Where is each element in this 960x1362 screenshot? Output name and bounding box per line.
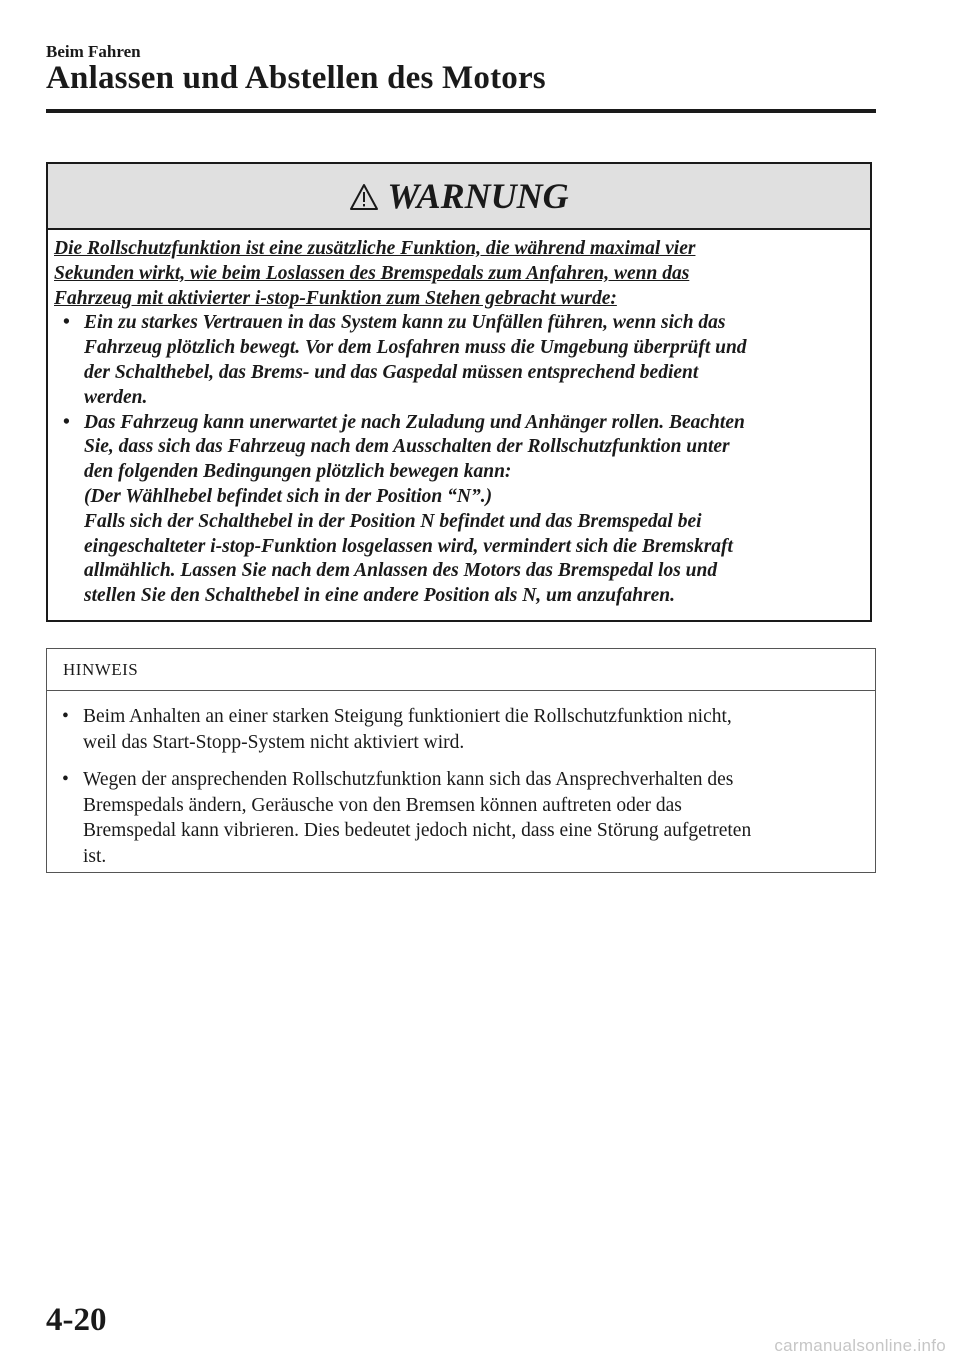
warning-intro-line: Die Rollschutzfunktion ist eine zusätzliche Funktion, die während maximal vier xyxy=(54,238,696,259)
warning-bullet-line: Fahrzeug plötzlich bewegt. Vor dem Losfahren muss die Umgebung überprüft und xyxy=(84,337,747,359)
section-label: Beim Fahren xyxy=(46,42,141,61)
warning-bullet-line: Das Fahrzeug kann unerwartet je nach Zuladung und Anhänger rollen. Beachten xyxy=(84,411,745,433)
warning-title: WARNUNG xyxy=(387,176,569,216)
warning-bullet-line: der Schalthebel, das Brems- und das Gaspedal müssen entsprechend bedient xyxy=(84,361,699,383)
hinweis-bullet-item xyxy=(57,704,865,755)
warning-intro xyxy=(54,237,860,311)
warning-bullet-item xyxy=(54,411,860,609)
page-number: 4-20 xyxy=(46,1302,107,1338)
warning-intro-line: Sekunden wirkt, wie beim Loslassen des Bremspedals zum Anfahren, wenn das xyxy=(54,262,690,284)
hinweis-bullet-line: Bremspedal kann vibrieren. Dies bedeutet jedoch nicht, dass eine Störung aufgetreten xyxy=(83,820,752,841)
page-title: Anlassen und Abstellen des Motors xyxy=(46,60,546,96)
warning-bullet-line: (Der Wählhebel befindet sich in der Position “N”.) xyxy=(84,485,493,507)
warning-bullet-line: allmählich. Lassen Sie nach dem Anlassen des Motors das Bremspedal los und xyxy=(84,560,718,582)
warning-body xyxy=(48,230,870,609)
bullet-dot-icon: • xyxy=(62,706,69,727)
hinweis-bullet-line: Bremspedals ändern, Geräusche von den Bremsen können auftreten oder das xyxy=(83,794,682,816)
hinweis-bullet-item xyxy=(57,767,865,869)
hinweis-bullet-line: Wegen der ansprechenden Rollschutzfunktion kann sich das Ansprechverhalten des xyxy=(83,769,734,790)
warning-bullet-list xyxy=(54,311,860,609)
warning-bullet-line: den folgenden Bedingungen plötzlich bewegen kann: xyxy=(84,461,512,483)
title-rule xyxy=(46,109,876,113)
warning-box xyxy=(46,162,872,622)
hinweis-bullet-line: Beim Anhalten an einer starken Steigung funktioniert die Rollschutzfunktion nicht, xyxy=(83,706,732,727)
bullet-dot-icon: • xyxy=(63,312,70,334)
hinweis-box xyxy=(46,648,876,873)
hinweis-bullet-line: ist. xyxy=(83,845,107,867)
warning-bullet-line: stellen Sie den Schalthebel in eine andere Position als N, um anzufahren. xyxy=(84,585,676,607)
hinweis-header: HINWEIS xyxy=(47,649,875,691)
warning-intro-line: Fahrzeug mit aktivierter i-stop-Funktion zum Stehen gebracht wurde: xyxy=(54,287,617,309)
watermark-link[interactable]: carmanualsonline.info xyxy=(774,1336,946,1355)
hinweis-body xyxy=(47,691,875,869)
warning-bullet-line: Ein zu starkes Vertrauen in das System kann zu Unfällen führen, wenn sich das xyxy=(84,312,726,334)
warning-bullet-line: Sie, dass sich das Fahrzeug nach dem Ausschalten der Rollschutzfunktion unter xyxy=(84,436,730,458)
hinweis-bullet-list xyxy=(57,704,865,869)
warning-bullet-line: Falls sich der Schalthebel in der Position N befindet und das Bremspedal bei xyxy=(84,510,702,532)
warning-bullet-item xyxy=(54,311,860,410)
warning-triangle-icon xyxy=(349,183,379,211)
warning-bullet-line: werden. xyxy=(84,386,148,408)
hinweis-bullet-line: weil das Start-Stopp-System nicht aktiviert wird. xyxy=(83,731,465,753)
bullet-dot-icon: • xyxy=(63,411,70,433)
warning-bullet-line: eingeschalteter i-stop-Funktion losgelassen wird, vermindert sich die Bremskraft xyxy=(84,535,733,557)
bullet-dot-icon: • xyxy=(62,769,69,790)
warning-header xyxy=(48,164,870,230)
